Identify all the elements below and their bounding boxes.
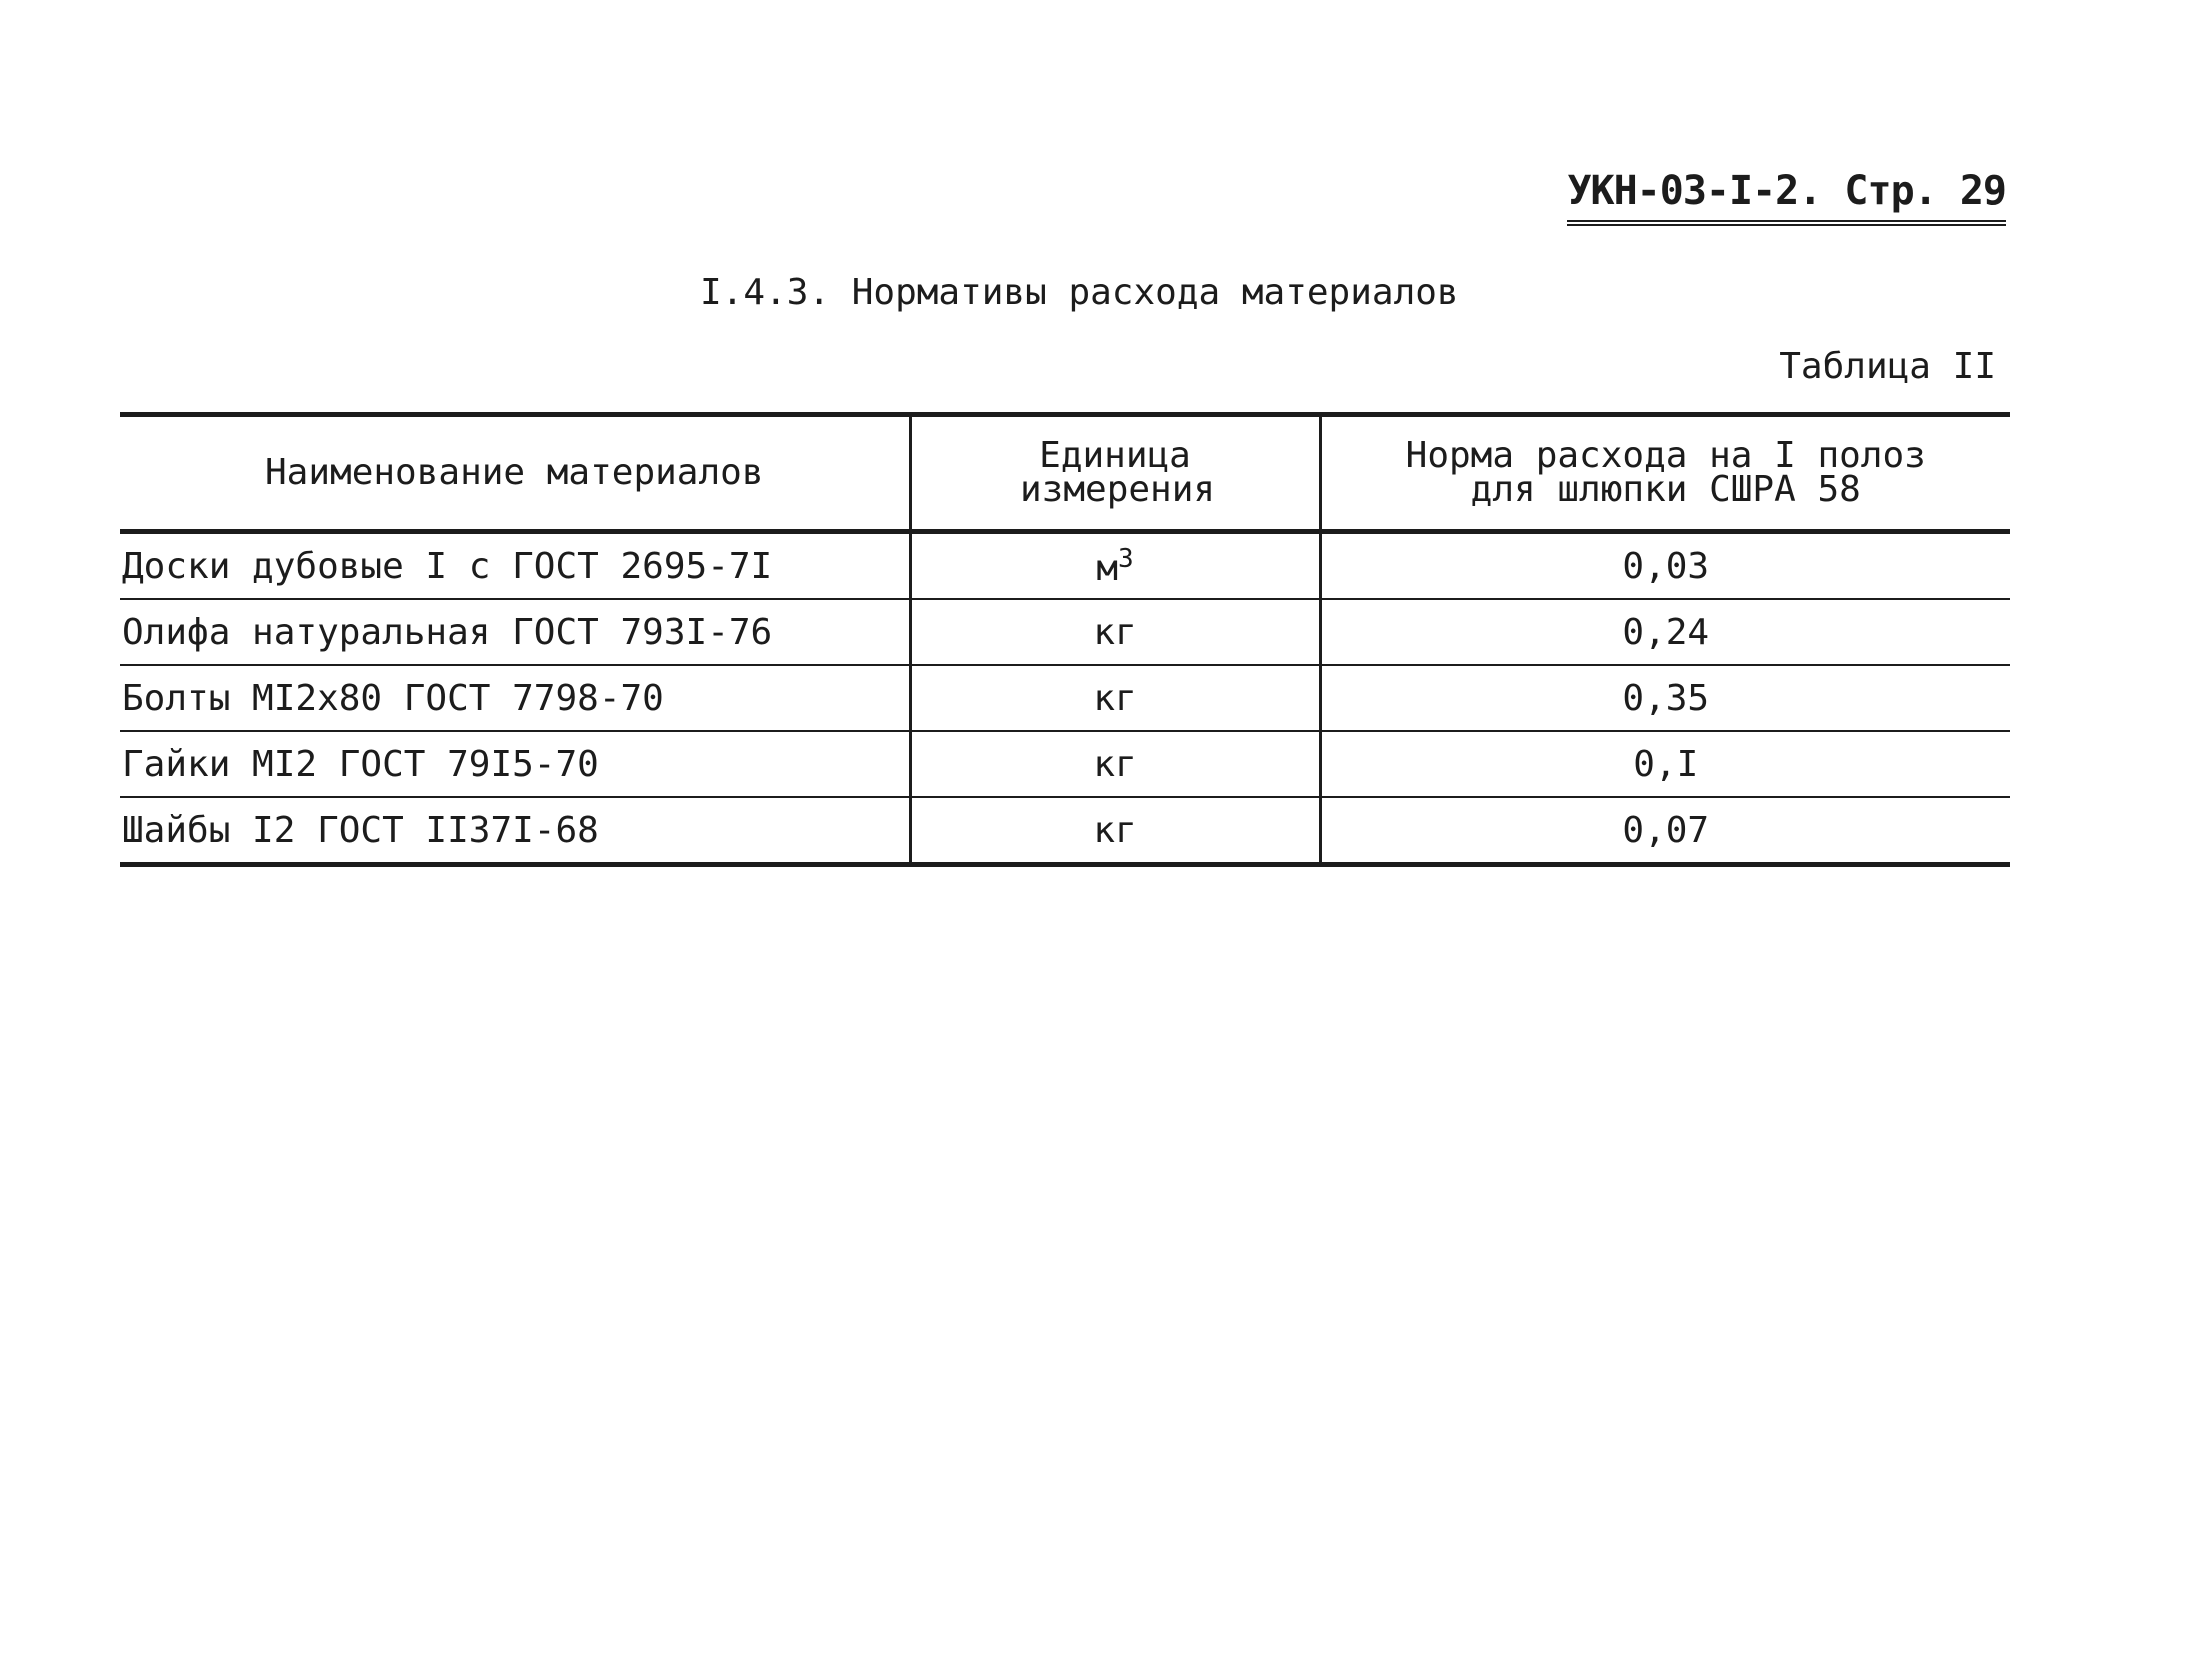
table-row: [120, 731, 2010, 797]
unit-cell: кг: [910, 797, 1320, 865]
norm-value-cell: 0,24: [1320, 599, 2010, 665]
table-row: [120, 599, 2010, 665]
column-header-consumption-norm: [1320, 415, 2010, 532]
material-name-cell: Доски дубовые I с ГОСТ 2695-7I: [122, 545, 773, 587]
document-code: УКН-03-I-2. Стр. 29: [1567, 168, 2006, 226]
material-name-cell: Олифа натуральная ГОСТ 793I-76: [122, 611, 773, 653]
unit-base: м: [1096, 547, 1119, 589]
unit-value: [1096, 543, 1134, 589]
column-header-unit: [910, 415, 1320, 532]
table-row: [120, 665, 2010, 731]
material-name-cell: Шайбы I2 ГОСТ II37I-68: [122, 809, 599, 851]
table-caption: Таблица II: [1779, 346, 1996, 387]
unit-exponent: 3: [1118, 543, 1134, 574]
unit-cell: кг: [910, 731, 1320, 797]
materials-norms-table: [120, 412, 2010, 867]
unit-cell: кг: [910, 599, 1320, 665]
material-name-cell: Болты МI2х80 ГОСТ 7798-70: [122, 677, 664, 719]
column-header-material-name: Наименование материалов: [265, 452, 764, 493]
norm-value-cell: 0,I: [1320, 731, 2010, 797]
unit-cell: [910, 532, 1320, 600]
norm-value-cell: 0,07: [1320, 797, 2010, 865]
norm-value-cell: 0,03: [1320, 532, 2010, 600]
table-row: [120, 797, 2010, 865]
table-row: [120, 532, 2010, 600]
column-header-unit-text: Единица измерения: [1020, 435, 1216, 510]
material-name-cell: Гайки МI2 ГОСТ 79I5-70: [122, 743, 599, 785]
table-header-row: [120, 415, 2010, 532]
column-header-norm-text: Норма расхода на I полоз для шлюпки СШРА 58: [1405, 435, 1926, 510]
unit-cell: кг: [910, 665, 1320, 731]
norm-value-cell: 0,35: [1320, 665, 2010, 731]
section-title: I.4.3. Нормативы расхода материалов: [700, 272, 1459, 313]
